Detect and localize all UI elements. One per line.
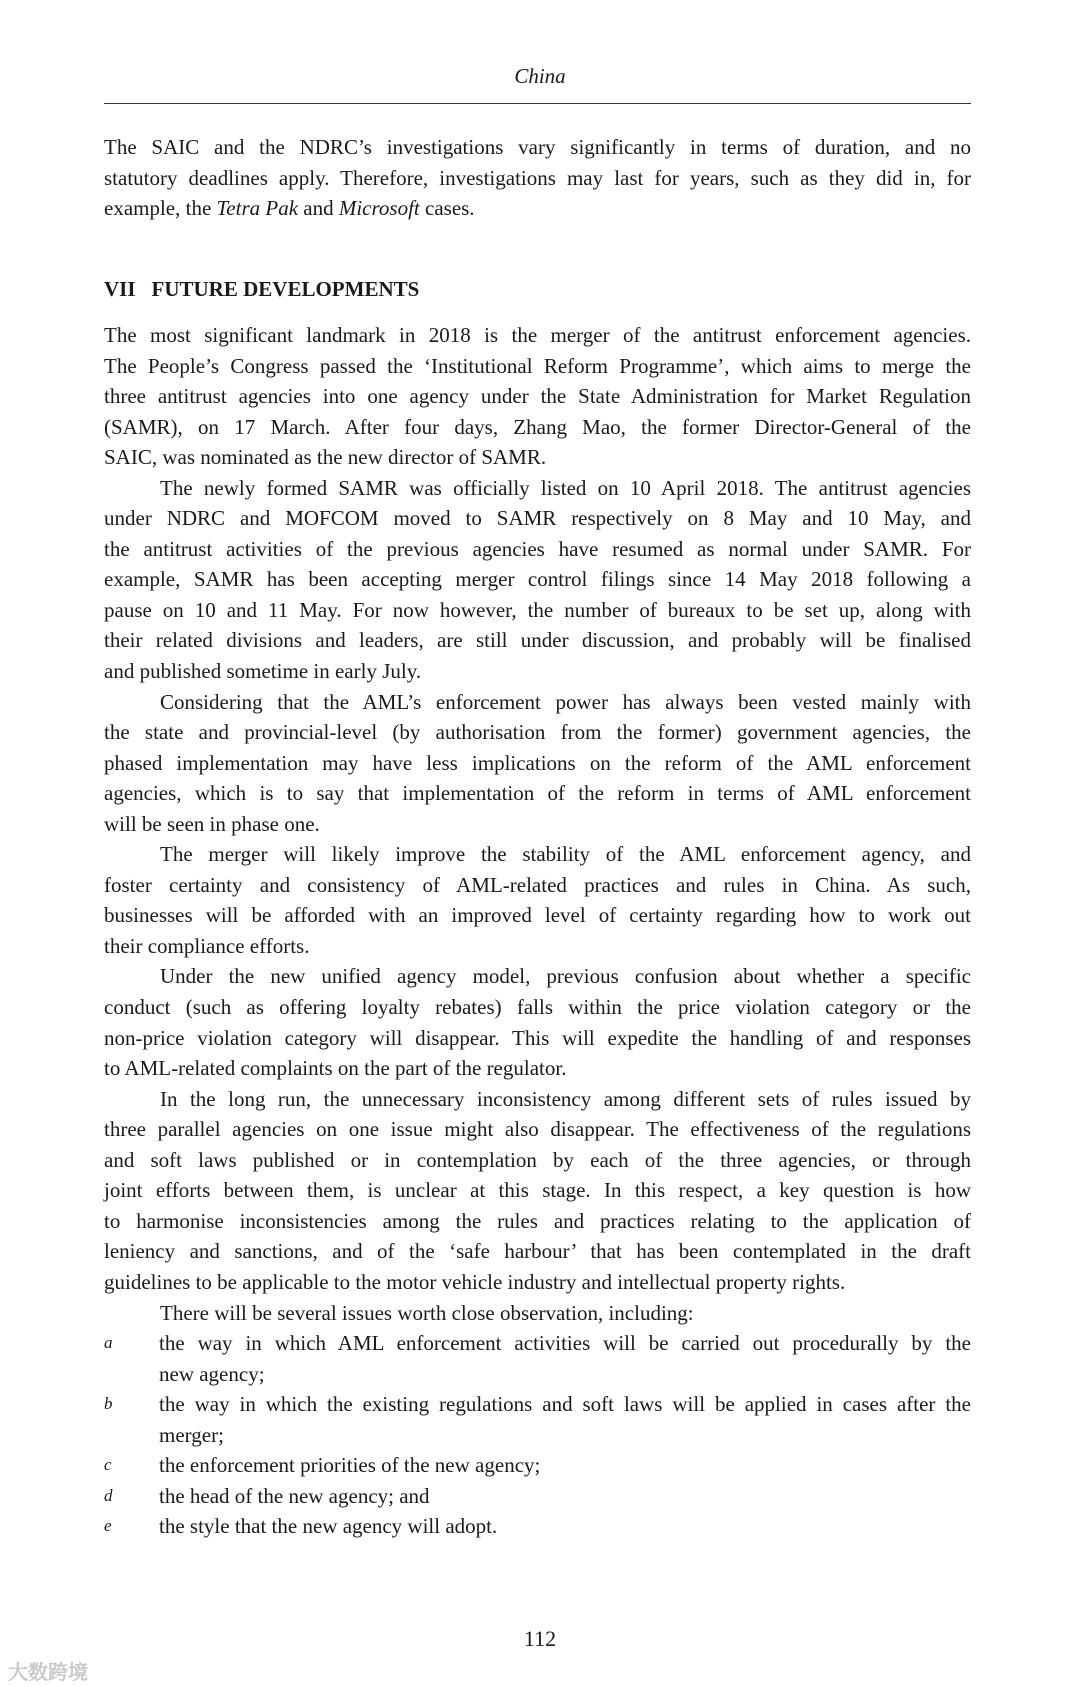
text-segment: Under the new unified agency model, previous confusion about whether a specific [160,964,971,989]
text-line [104,1114,971,1145]
text-line [104,412,971,443]
body-section [104,320,971,1542]
text-line [104,870,971,901]
text-line: new agency; [159,1361,265,1386]
text-segment: pause on 10 and 11 May. For now however, the number of bureaux to be set up, along with [104,597,971,622]
text-line [104,900,971,931]
text-segment: SAIC, was nominated as the new director of SAMR. [104,445,547,470]
paragraph [104,1084,971,1298]
text-segment: under NDRC and MOFCOM moved to SAMR respectively on 8 May and 10 May, and [104,506,971,531]
text-line [104,1084,971,1115]
list-item [104,1450,971,1481]
list-item-text [159,1450,971,1481]
watermark-logo: 大数跨境 [8,1660,88,1684]
text-line [104,1298,971,1329]
text-line [104,1236,971,1267]
text-line [104,778,971,809]
text-segment: The newly formed SAMR was officially listed on 10 April 2018. The antitrust agencies [160,475,971,500]
text-line [104,809,971,840]
text-line [104,320,971,351]
list-item [104,1511,971,1542]
text-segment: three parallel agencies on one issue might also disappear. The effectiveness of the regulations [104,1117,971,1142]
text-line [104,1206,971,1237]
list-item [104,1481,971,1512]
paragraph [104,961,971,1083]
text-segment: businesses will be afforded with an improved level of certainty regarding how to work out [104,903,971,928]
text-line [104,687,971,718]
text-segment: and soft laws published or in contemplation by each of the three agencies, or through [104,1147,971,1172]
text-segment: leniency and sanctions, and of the ‘safe harbour’ that has been contemplated in the draft [104,1239,971,1264]
text-segment: phased implementation may have less implications on the reform of the AML enforcement [104,750,971,775]
header-rule [104,103,971,104]
text-segment: The People’s Congress passed the ‘Institutional Reform Programme’, which aims to merge the [104,353,971,378]
text-line: merger; [159,1422,224,1447]
text-segment: will be seen in phase one. [104,811,320,836]
text-line [104,381,971,412]
text-line [104,1267,971,1298]
section-heading [104,274,971,304]
text-segment: The merger will likely improve the stability of the AML enforcement agency, and [160,842,971,867]
text-line [104,748,971,779]
text-line: the way in which AML enforcement activities will be carried out procedurally by the [159,1331,971,1356]
text-line: the style that the new agency will adopt. [159,1514,498,1539]
text-segment: In the long run, the unnecessary inconsistency among different sets of rules issued by [160,1086,971,1111]
text-segment: example, the [104,196,217,221]
italic-case-name: Tetra Pak [216,196,299,221]
text-segment: There will be several issues worth close observation, including: [160,1300,694,1325]
text-line [104,839,971,870]
paragraph [104,132,971,224]
text-line [104,1023,971,1054]
paragraph [104,839,971,961]
list-item-text [159,1481,971,1512]
text-segment: the antitrust activities of the previous agencies have resumed as normal under SAMR. For [104,536,971,561]
paragraph [104,1298,971,1329]
text-segment: the state and provincial-level (by authorisation from the former) government agencies, the [104,720,971,745]
text-segment: foster certainty and consistency of AML-related practices and rules in China. As such, [104,872,971,897]
text-line [104,473,971,504]
list-item [104,1328,971,1389]
list-item-text [159,1511,971,1542]
text-line [104,564,971,595]
paragraph [104,473,971,687]
paragraph [104,687,971,840]
italic-case-name: Microsoft [338,196,420,221]
text-line: the head of the new agency; and [159,1483,430,1508]
text-line [104,442,971,473]
text-line [104,163,971,194]
text-line [104,1145,971,1176]
text-line [104,656,971,687]
text-segment: statutory deadlines apply. Therefore, investigations may last for years, such as they did in, for [104,165,971,190]
text-line [104,503,971,534]
text-line [104,1053,971,1084]
list-item-label: a [104,1333,113,1353]
text-line [104,351,971,382]
text-segment: The most significant landmark in 2018 is the merger of the antitrust enforcement agencies. [104,323,971,347]
text-line [104,534,971,565]
text-line [104,717,971,748]
text-segment: Considering that the AML’s enforcement power has always been vested mainly with [160,689,971,714]
text-segment: and published sometime in early July. [104,659,422,684]
text-line [104,193,971,224]
text-segment: example, SAMR has been accepting merger control filings since 14 May 2018 following a [104,567,971,592]
text-segment: conduct (such as offering loyalty rebates) falls within the price violation category or the [104,995,971,1020]
text-segment: non-price violation category will disappear. This will expedite the handling of and responses [104,1025,971,1050]
text-segment: to harmonise inconsistencies among the rules and practices relating to the application of [104,1208,971,1233]
text-segment: to AML-related complaints on the part of the regulator. [104,1056,567,1081]
list-item-label: b [104,1394,113,1414]
text-segment: agencies, which is to say that implementation of the reform in terms of AML enforcement [104,781,971,806]
text-line [104,1175,971,1206]
text-line [104,595,971,626]
text-line [104,961,971,992]
text-line [104,625,971,656]
text-line: the way in which the existing regulations and soft laws will be applied in cases after the [159,1392,971,1417]
text-segment: their compliance efforts. [104,933,310,958]
text-line [104,992,971,1023]
running-header: China [514,64,566,88]
text-segment: cases. [419,196,475,221]
text-segment: (SAMR), on 17 March. After four days, Zhang Mao, the former Director-General of the [104,414,971,439]
list-item-label: e [104,1516,112,1536]
list-item-label: c [104,1455,112,1475]
page-number: 112 [523,1626,557,1651]
section-number: VII [104,277,136,301]
intro-section [104,132,971,224]
list-item [104,1389,971,1450]
paragraph [104,320,971,473]
section-title: FUTURE DEVELOPMENTS [151,277,420,301]
text-line: the enforcement priorities of the new agency; [159,1453,541,1478]
list-item-text [159,1389,971,1450]
text-segment: guidelines to be applicable to the motor vehicle industry and intellectual property rights. [104,1269,846,1294]
text-segment: their related divisions and leaders, are still under discussion, and probably will be finalised [104,628,971,653]
text-line [104,931,971,962]
text-segment: The SAIC and the NDRC’s investigations vary significantly in terms of duration, and no [104,135,971,159]
text-segment: joint efforts between them, is unclear at this stage. In this respect, a key question is how [104,1178,971,1203]
text-segment: and [298,196,339,221]
text-segment: three antitrust agencies into one agency under the State Administration for Market Regulation [104,384,971,409]
text-line [104,132,971,163]
list-item-text [159,1328,971,1389]
list-item-label: d [104,1485,113,1505]
